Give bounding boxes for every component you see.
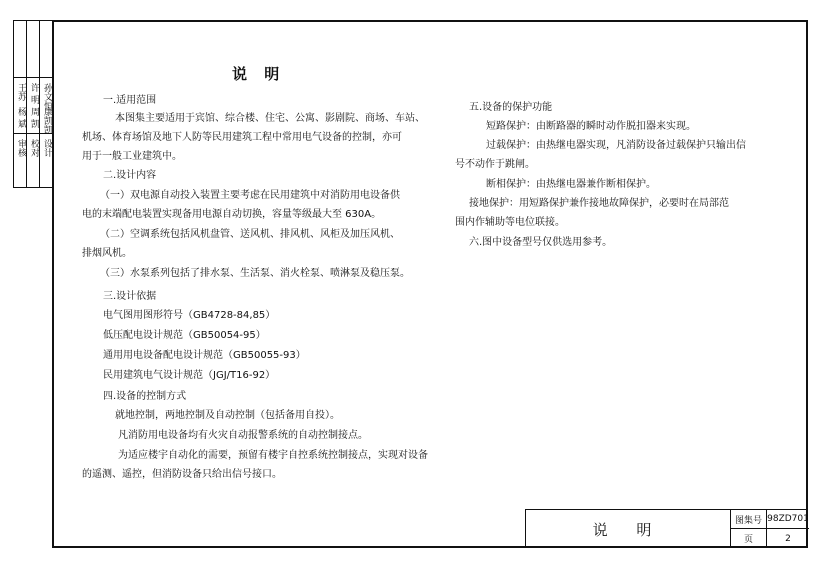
paragraph-line: 凡消防用电设备均有火灾自动报警系统的自动控制接点。: [118, 430, 368, 441]
section-heading: 二.设计内容: [103, 170, 157, 181]
paragraph-line: 就地控制，两地控制及自动控制（包括备用自投）。: [115, 410, 340, 421]
signoff-name-right: 杨 斌: [16, 107, 26, 128]
paragraph-line: 断相保护：由热继电器兼作断相保护。: [486, 179, 656, 190]
signoff-name-right: 周 凯: [29, 107, 39, 128]
section-heading: 一.适用范围: [103, 95, 157, 106]
title-block-title: 说 明: [526, 510, 731, 548]
reference-line: 民用建筑电气设计规范（JGJ/T16-92）: [103, 370, 276, 381]
paragraph-line: 用于一般工业建筑中。: [82, 151, 182, 162]
paragraph-line: 排烟风机。: [82, 248, 132, 259]
signoff-divider: [14, 77, 52, 78]
signoff-name: 王苏: [16, 83, 26, 101]
section-heading: 五.设备的保护功能: [469, 102, 553, 113]
paragraph-line: 接地保护：用短路保护兼作接地故障保护，必要时在局部范: [469, 198, 729, 209]
paragraph-line: 本图集主要适用于宾馆、综合楼、住宅、公寓、影剧院、商场、车站、: [115, 113, 425, 124]
paragraph-line: （二）空调系统包括风机盘管、送风机、排风机、风柜及加压风机、: [100, 229, 400, 240]
signoff-label: 设计: [42, 139, 52, 157]
signoff-strip: [13, 20, 52, 188]
section-heading: 六.图中设备型号仅供选用参考。: [469, 237, 613, 248]
title-block: [525, 509, 808, 548]
section-heading: 四.设备的控制方式: [103, 391, 187, 402]
reference-line: 电气图用图形符号（GB4728-84,85）: [103, 310, 276, 321]
atlas-label: 图集号: [731, 510, 767, 529]
reference-line: 通用用电设备配电设计规范（GB50055-93）: [103, 350, 306, 361]
signoff-col-names: [27, 21, 40, 187]
page-title: 说 明: [232, 65, 286, 83]
paragraph-line: 电的末端配电装置实现备用电源自动切换，容量等级最大至 630A。: [82, 209, 382, 220]
page-number: 2: [785, 533, 791, 544]
paragraph-line: 围内作辅助等电位联接。: [455, 217, 565, 228]
paragraph-line: 为适应楼宇自动化的需要，预留有楼宇自控系统控制接点，实现对设备: [118, 450, 428, 461]
paragraph-line: （一）双电源自动投入装置主要考虑在民用建筑中对消防用电设备供: [100, 190, 400, 201]
signoff-name: 许 明: [29, 83, 39, 104]
paragraph-line: 号不动作于跳闸。: [455, 159, 535, 170]
paragraph-line: （三）水泵系列包括了排水泵、生活泵、消火栓泵、喷淋泵及稳压泵。: [100, 268, 410, 279]
atlas-number: 98ZD701: [767, 510, 809, 529]
section-heading: 三.设计依据: [103, 291, 157, 302]
signoff-name-right: 康凯凯: [42, 107, 52, 134]
paragraph-line: 短路保护：由断路器的瞬时动作脱扣器来实现。: [486, 121, 696, 132]
paragraph-line: 过载保护：由热继电器实现，凡消防设备过载保护只输出信: [486, 140, 746, 151]
paragraph-line: 的遥测、遥控，但消防设备只给出信号接口。: [82, 469, 282, 480]
paragraph-line: 机场、体育场馆及地下人防等民用建筑工程中常用电气设备的控制，亦可: [82, 132, 402, 143]
signoff-name: 孙文恒: [42, 83, 52, 110]
signoff-label: 审核: [16, 139, 26, 157]
reference-line: 低压配电设计规范（GB50054-95）: [103, 330, 266, 341]
signoff-col-labels: [14, 21, 27, 187]
signoff-label: 校对: [29, 139, 39, 157]
page-label: 页: [731, 529, 767, 548]
